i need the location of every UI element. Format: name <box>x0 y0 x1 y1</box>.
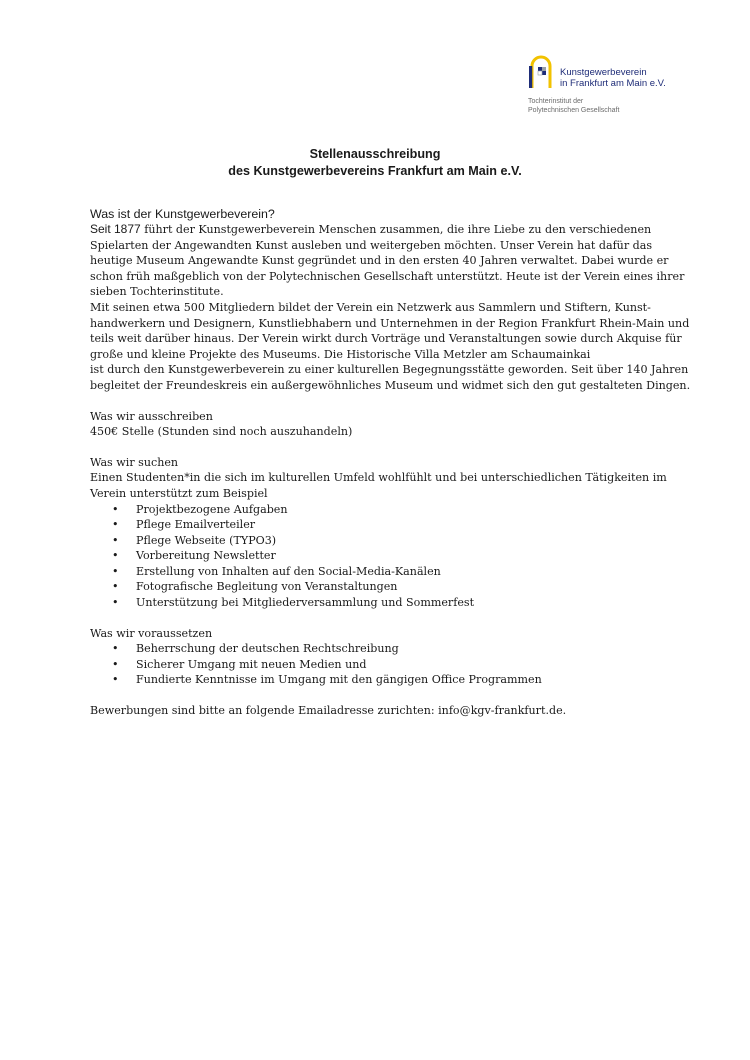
intro-heading: Was ist der Kunstgewerbeverein? <box>90 207 275 221</box>
list-item: • Projektbezogene Aufgaben <box>112 502 288 516</box>
intro-line: große und kleine Projekte des Museums. Die Historische Villa Metzler am Schaumainkai <box>90 347 591 361</box>
seeking-line: Einen Studenten*in die sich im kulturellen Umfeld wohlfühlt und bei unterschiedlichen Tätigkeiten im <box>90 471 667 485</box>
logo-subtitle <box>528 97 619 115</box>
bullet-icon: • <box>112 657 119 671</box>
intro-paragraph <box>90 222 691 394</box>
seeking-heading: Was wir suchen <box>90 455 179 469</box>
list-item: • Erstellung von Inhalten auf den Social-Media-Kanälen <box>112 564 441 578</box>
list-item: • Sicherer Umgang mit neuen Medien und <box>112 657 367 671</box>
offer-text: 450€ Stelle (Stunden sind noch auszuhandeln) <box>90 425 353 439</box>
kgv-logo-mark-icon <box>527 52 555 88</box>
bullet-icon: • <box>112 580 119 594</box>
seeking-section <box>90 455 670 611</box>
bullet-icon: • <box>112 596 119 610</box>
bullet-icon: • <box>112 502 119 516</box>
intro-line: Seit 1877 führt der Kunstgewerbeverein Menschen zusammen, die ihre Liebe zu den verschiedenen <box>90 222 652 236</box>
spacer <box>90 394 670 409</box>
spacer <box>90 440 670 455</box>
kgv-logo <box>527 52 727 122</box>
application-text: Bewerbungen sind bitte an folgende Emailadresse zurichten: info@kgv-frankfurt.de. <box>90 704 567 718</box>
logo-name-line-2: in Frankfurt am Main e.V. <box>560 78 666 89</box>
document-body <box>90 206 691 719</box>
logo-sub-line-2: Polytechnischen Gesellschaft <box>528 107 620 114</box>
logo-org-name <box>560 67 666 89</box>
offer-heading: Was wir ausschreiben <box>90 409 213 423</box>
bullet-icon: • <box>112 642 119 656</box>
intro-line: heutige Museum Angewandte Kunst gegründet und in den ersten 40 Jahren verwaltet. Dabei wurde er <box>90 254 669 268</box>
intro-line: handwerkern und Designern, Kunstliebhabern und Unternehmen in der Region Frankfurt Rhein-Main und <box>90 316 690 330</box>
list-item: • Fotografische Begleitung von Veranstaltungen <box>112 580 398 594</box>
intro-line: sieben Tochterinstitute. <box>90 285 224 299</box>
bullet-icon: • <box>112 549 119 563</box>
requirements-heading: Was wir voraussetzen <box>90 626 213 640</box>
list-item: • Unterstützung bei Mitgliederversammlung und Sommerfest <box>112 596 475 610</box>
intro-line: begleitet der Freundeskreis ein außergewöhnliches Museum und widmet sich den gut gestalteten Dingen. <box>90 378 691 392</box>
list-item: • Pflege Emailverteiler <box>112 518 256 532</box>
offer-section <box>90 409 670 440</box>
intro-line: Mit seinen etwa 500 Mitgliedern bildet der Verein ein Netzwerk aus Sammlern und Stiftern, Kunst- <box>90 300 651 314</box>
bullet-icon: • <box>112 533 119 547</box>
requirements-section <box>90 626 670 688</box>
spacer <box>90 688 670 703</box>
intro-line: ist durch den Kunstgewerbeverein zu einer kulturellen Begegnungsstätte geworden. Seit über 140 Jahren <box>90 363 689 377</box>
seeking-line: Verein unterstützt zum Beispiel <box>90 486 268 500</box>
logo-name-line-1: Kunstgewerbeverein <box>560 67 647 78</box>
document-title: Stellenausschreibung <box>309 147 441 161</box>
intro-line: teils weit darüber hinaus. Der Verein wirkt durch Vorträge und Veranstaltungen sowie durch Akquise für <box>90 332 682 346</box>
intro-line: schon früh maßgeblich von der Polytechnischen Gesellschaft unterstützt. Heute ist der Verein eines ihrer <box>90 269 685 283</box>
list-item: • Fundierte Kenntnisse im Umgang mit den gängigen Office Programmen <box>112 673 542 687</box>
document-subtitle: des Kunstgewerbevereins Frankfurt am Main e.V. <box>228 164 522 178</box>
task-list <box>90 502 670 611</box>
bullet-icon: • <box>112 673 119 687</box>
list-item: • Vorbereitung Newsletter <box>112 549 276 563</box>
intro-line: Spielarten der Angewandten Kunst ausleben und weitergeben möchten. Unser Verein hat dafür das <box>90 238 653 252</box>
bullet-icon: • <box>112 518 119 532</box>
requirements-list <box>90 641 670 688</box>
bullet-icon: • <box>112 564 119 578</box>
list-item: • Beherrschung der deutschen Rechtschreibung <box>112 642 399 656</box>
spacer <box>90 611 670 626</box>
logo-sub-line-1: Tochterinstitut der <box>528 98 584 105</box>
list-item: • Pflege Webseite (TYPO3) <box>112 533 277 547</box>
intro-lead: Seit 1877 <box>90 222 141 236</box>
